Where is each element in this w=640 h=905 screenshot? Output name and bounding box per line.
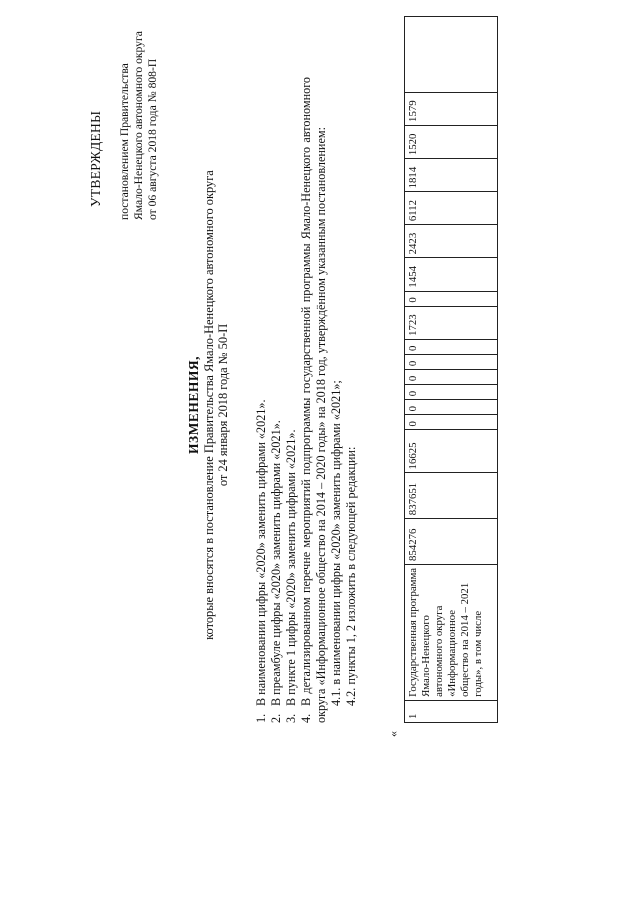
change-item <box>254 77 269 723</box>
subchange-item: 4.2. пункты 1, 2 изложить в следующей редакции: <box>344 446 358 706</box>
table-cell-number: 1 <box>405 700 498 722</box>
table-cell: 0 <box>405 354 498 369</box>
change-text: В наименовании цифры «2020» заменить цифрами «2021». <box>254 399 268 706</box>
document-title <box>186 55 230 755</box>
table-cell: 0 <box>405 291 498 306</box>
quote-open: « <box>386 731 400 737</box>
table-cell: 1579 <box>405 92 498 125</box>
title-main: ИЗМЕНЕНИЯ, <box>186 356 201 455</box>
table-cell-name: Государственная программа Ямало-Ненецкого автономного округа «Информационное общество на 2014 – 2021 годы», в том числе <box>405 564 498 700</box>
table-cell: 0 <box>405 339 498 354</box>
table-cell: 837651 <box>405 473 498 519</box>
change-number: 2. <box>269 713 283 723</box>
change-text: В детализированном перечне мероприятий подпрограммы государственной программы Ямало-Ненецкого автономного округа «Информационное общество на 2014 – 2020 годы» на 2018 год, утверждённом указанным постановлением: <box>299 77 328 723</box>
change-number: 3. <box>284 713 298 723</box>
change-item <box>269 77 284 723</box>
table-cell: 1520 <box>405 125 498 158</box>
table-cell: 0 <box>405 415 498 430</box>
table-cell: 1723 <box>405 306 498 339</box>
approval-basis-line: Ямало-Ненецкого автономного округа <box>132 31 145 220</box>
changes-list <box>254 77 359 723</box>
approved-stamp: УТВЕРЖДЕНЫ <box>88 110 103 207</box>
table-cell: 854276 <box>405 519 498 565</box>
table-cell: 2423 <box>405 225 498 258</box>
change-number: 1. <box>254 713 268 723</box>
subchange-item: 4.1. в наименовании цифры «2020» заменить цифрами «2021»; <box>329 380 343 706</box>
change-text: В преамбуле цифры «2020» заменить цифрами «2021». <box>269 420 283 706</box>
change-item <box>284 77 299 723</box>
change-number: 4. <box>299 713 313 723</box>
title-line: которые вносятся в постановление Правительства Ямало-Ненецкого автономного округа <box>202 170 216 640</box>
change-text: В пункте 1 цифры «2020» заменить цифрами «2021». <box>284 429 298 706</box>
table-cell: 16625 <box>405 430 498 473</box>
table-cell: 1454 <box>405 258 498 291</box>
table-cell: 0 <box>405 370 498 385</box>
table-row <box>405 17 498 723</box>
table-cell <box>405 17 498 93</box>
title-line: от 24 января 2018 года № 50-П <box>216 323 230 487</box>
approval-basis-line: постановлением Правительства <box>118 63 131 220</box>
table-cell: 0 <box>405 400 498 415</box>
table-cell: 0 <box>405 385 498 400</box>
approval-basis <box>118 8 160 220</box>
table-cell: 1814 <box>405 159 498 192</box>
table-cell: 6112 <box>405 192 498 225</box>
change-item <box>299 77 329 723</box>
approval-basis-line: от 06 августа 2018 года № 808-П <box>146 58 159 220</box>
data-table <box>404 16 498 723</box>
